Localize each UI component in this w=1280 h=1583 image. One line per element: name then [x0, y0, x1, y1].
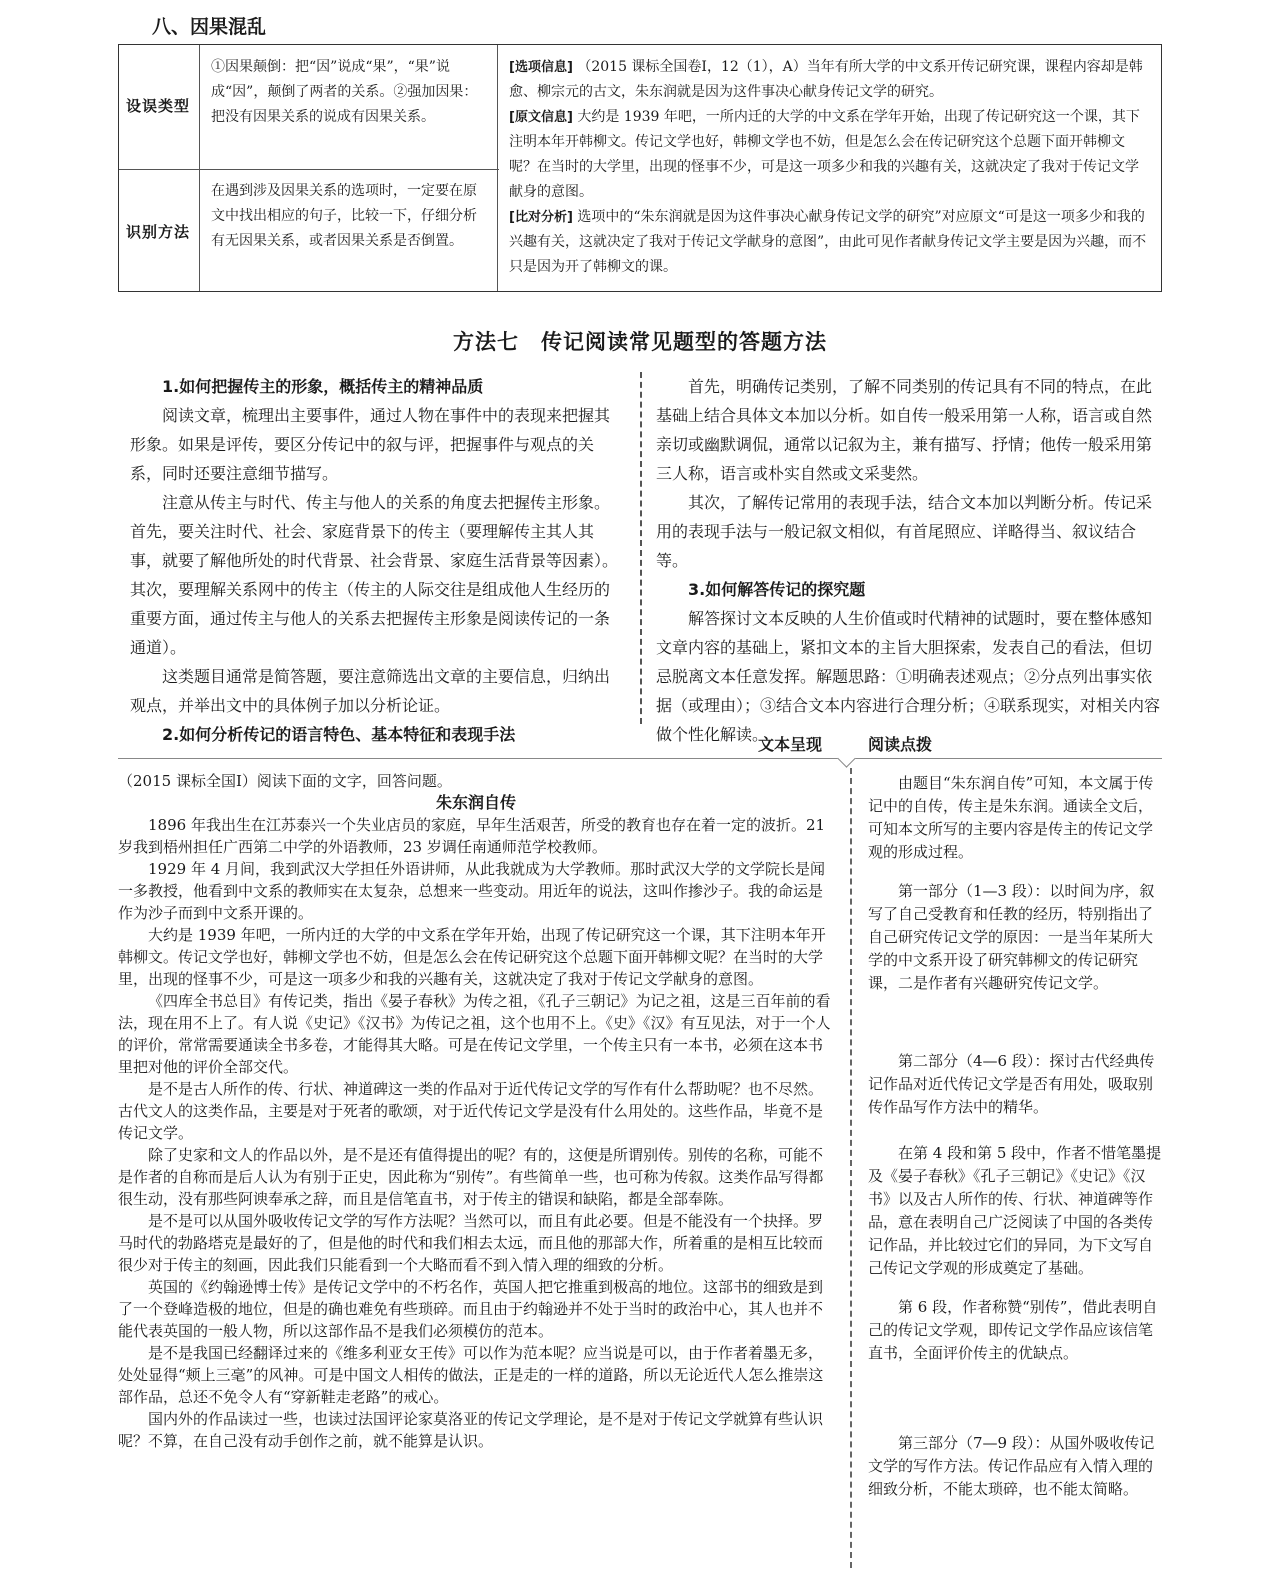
reading-paragraph: 是不是我国已经翻译过来的《维多利亚女王传》可以作为范本呢？应当说是可以，由于作者着墨无多，处处显得“颊上三毫”的风神。可是中国文人相传的做法，正是走的一样的道路，所以无论近代人怎么推崇这部作品，总还不免令人有“穿新鞋走老路”的戒心。 — [118, 1344, 824, 1406]
note-intro — [868, 772, 1162, 864]
note-part3 — [868, 1432, 1162, 1501]
reading-paragraph: 1896 年我出生在江苏泰兴一个失业店员的家庭，早年生活艰苦，所受的教育也存在着一定的波折。21 岁我到梧州担任广西第二中学的外语教师，23 岁调任南通师范学校教师。 — [118, 816, 826, 856]
reading-paragraph: 国内外的作品读过一些，也读过法国评论家莫洛亚的传记文学理论，是不是对于传记文学就算有些认识呢？不算，在自己没有动手创作之前，就不能算是认识。 — [118, 1410, 824, 1450]
method-heading-1: 1.如何把握传主的形象，概括传主的精神品质 — [162, 377, 484, 396]
table-divider — [199, 45, 200, 291]
method-paragraph: 注意从传主与时代、传主与他人的关系的角度去把握传主形象。首先，要关注时代、社会、家庭背景下的传主（要理解传主其人其事，就要了解他所处的时代背景、社会背景、家庭生活背景等因素）。其次，要理解关系网中的传主（传主的人际交往是组成他人生经历的重要方面，通过传主与他人的关系去把握传主形象是阅读传记的一条通道）。 — [130, 493, 619, 657]
note-paragraph6 — [868, 1296, 1162, 1365]
method-title: 方法七 传记阅读常见题型的答题方法 — [453, 330, 827, 354]
method-heading-2: 2.如何分析传记的语言特色、基本特征和表现手法 — [162, 725, 516, 744]
original-text: 大约是 1939 年吧，一所内迁的大学的中文系在学年开始，出现了传记研究这一个课，其下注明本年开韩柳文。传记文学也好，韩柳文学也不妨，但是怎么会在传记研究这个总题下面开韩柳文呢？在当时的大学里，出现的怪事不少，可是这一项多少和我的兴趣有关，这就决定了我对于传记文学献身的意图。 — [509, 109, 1140, 200]
original-tag: [原文信息] — [509, 110, 573, 125]
note-text: 在第 4 段和第 5 段中，作者不惜笔墨提及《晏子春秋》《孔子三朝记》《史记》《汉书》以及古人所作的传、行状、神道碑等作品，意在表明自己广泛阅读了中国的各类传记作品，并比较过它们的异同，为下文写自己传记文学观的形成奠定了基础。 — [868, 1144, 1162, 1277]
error-type-table — [118, 44, 1162, 292]
compare-info — [509, 205, 1151, 280]
reading-paragraph: 除了史家和文人的作品以外，是不是还有值得提出的呢？有的，这便是所谓别传。别传的名称，可能不是作者的自称而是后人认为有别于正史，因此称为“别传”。有些简单一些，也可称为传叙。这类作品写得都很生动，没有那些阿谀奉承之辞，而且是信笔直书，对于传主的错误和缺陷，都是全部奉陈。 — [118, 1146, 824, 1208]
note-text: 第 6 段，作者称赞“别传”，借此表明自己的传记文学观，即传记文学作品应该信笔直书，全面评价传主的优缺点。 — [868, 1298, 1158, 1362]
compare-text: 选项中的“朱东润就是因为这件事决心献身传记文学的研究”对应原文“可是这一项多少和我的兴趣有关，这就决定了我对于传记文学献身的意图”，由此可见作者献身传记文学主要是因为兴趣，而不只是因为开了韩柳文的课。 — [509, 209, 1147, 275]
section-title: 八、因果混乱 — [152, 16, 267, 38]
label-reading-guide: 阅读点拨 — [868, 735, 933, 754]
reading-paragraph: 《四库全书总目》有传记类，指出《晏子春秋》为传之祖，《孔子三朝记》为记之祖，这是三百年前的看法，现在用不上了。有人说《史记》《汉书》为传记之祖，这个也用不上。《史》《汉》有互见法，对于一个人的评价，常常需要通读全书多卷，才能得其大略。可是在传记文学里，一个传主只有一本书，必须在这本书里把对他的评价全部交代。 — [118, 992, 831, 1076]
divider-notch — [837, 749, 855, 767]
option-tag: [选项信息] — [509, 60, 573, 75]
row-text-identify-method: 在遇到涉及因果关系的选项时，一定要在原文中找出相应的句子，比较一下，仔细分析有无因果关系，或者因果关系是否倒置。 — [211, 183, 477, 249]
reading-paragraph: 是不是可以从国外吸收传记文学的写作方法呢？当然可以，而且有此必要。但是不能没有一个抉择。罗马时代的勃路塔克是最好的了，但是他的时代和我们相去太远，而且他的那部大作，所着重的是相互比较而很少对于传主的刻画，因此我们只能看到一个大略而看不到入情入理的细致的分析。 — [118, 1212, 824, 1274]
method-paragraph: 首先，明确传记类别，了解不同类别的传记具有不同的特点，在此基础上结合具体文本加以分析。如自传一般采用第一人称，语言或自然亲切或幽默调侃，通常以记叙为主，兼有描写、抒情；他传一般采用第三人称，语言或朴实自然或文采斐然。 — [656, 377, 1153, 483]
reading-paragraph: 大约是 1939 年吧，一所内迁的大学的中文系在学年开始，出现了传记研究这一个课，其下注明本年开韩柳文。传记文学也好，韩柳文学也不妨，但是怎么会在传记研究这个总题下面开韩柳文呢？在当时的大学里，出现的怪事不少，可是这一项多少和我的兴趣有关，这就决定了我对于传记文学献身的意图。 — [118, 926, 826, 988]
note-part1 — [868, 880, 1162, 995]
column-separator — [640, 372, 642, 724]
example-block — [509, 55, 1151, 280]
reading-paragraph: 1929 年 4 月间，我到武汉大学担任外语讲师，从此我就成为大学教师。那时武汉大学的文学院长是闻一多教授，他看到中文系的教师实在太复杂，总想来一些变动。用近年的说法，这叫作掺沙子。我的命运是作为沙子而到中文系开课的。 — [118, 860, 826, 922]
method-paragraph: 解答探讨文本反映的人生价值或时代精神的试题时，要在整体感知文章内容的基础上，紧扣文本的主旨大胆探索，发表自己的看法，但切忌脱离文本任意发挥。解题思路：①明确表述观点；②分点列出事实依据（或理由）；③结合文本内容进行合理分析；④联系现实，对相关内容做个性化解读。 — [656, 609, 1161, 744]
table-divider — [119, 169, 499, 170]
note-part2 — [868, 1050, 1162, 1119]
note-text: 第一部分（1—3 段）：以时间为序，叙写了自己受教育和任教的经历，特别指出了自己研究传记文学的原因：一是当年某所大学的中文系开设了研究韩柳文的传记研究课，二是作者有兴趣研究传记文学。 — [868, 882, 1155, 992]
row-label-error-type: 设误类型 — [126, 97, 191, 115]
reading-paragraph: 是不是古人所作的传、行状、神道碑这一类的作品对于近代传记文学的写作有什么帮助呢？也不尽然。古代文人的这类作品，主要是对于死者的歌颂，对于近代传记文学是没有什么用处的。这些作品，毕竟不是传记文学。 — [118, 1080, 824, 1142]
method-heading-3: 3.如何解答传记的探究题 — [688, 580, 866, 599]
label-text-presentation: 文本呈现 — [758, 735, 823, 754]
row-text-error-type: ①因果颠倒：把“因”说成“果”，“果”说成“因”，颠倒了两者的关系。②强加因果：把没有因果关系的说成有因果关系。 — [211, 59, 478, 125]
method-paragraph: 这类题目通常是简答题，要注意筛选出文章的主要信息，归纳出观点，并举出文中的具体例子加以分析论证。 — [130, 667, 611, 715]
reading-passage — [118, 770, 834, 1452]
method-left-column — [130, 372, 624, 749]
original-info — [509, 105, 1151, 205]
note-text: 第二部分（4—6 段）：探讨古代经典传记作品对近代传记文学是否有用处，吸取别传作品写作方法中的精华。 — [868, 1052, 1155, 1116]
section-divider — [118, 758, 1162, 759]
reading-column-separator — [850, 768, 852, 1568]
compare-tag: [比对分析] — [509, 210, 573, 225]
method-right-column — [656, 372, 1164, 749]
reading-paragraph: 英国的《约翰逊博士传》是传记文学中的不朽名作，英国人把它推重到极高的地位。这部书的细致是到了一个登峰造极的地位，但是的确也难免有些琐碎。而且由于约翰逊并不处于当时的政治中心，其人也并不能代表英国的一般人物，所以这部作品不是我们必须模仿的范本。 — [118, 1278, 824, 1340]
row-label-identify-method: 识别方法 — [126, 223, 191, 241]
option-text: （2015 课标全国卷Ⅰ，12（1），A）当年有所大学的中文系开传记研究课，课程内容却是韩愈、柳宗元的古文，朱东润就是因为这件事决心献身传记文学的研究。 — [509, 59, 1143, 100]
option-info — [509, 55, 1151, 105]
table-divider — [497, 45, 498, 291]
note-text: 第三部分（7—9 段）：从国外吸收传记文学的写作方法。传记作品应有入情入理的细致分析，不能太琐碎，也不能太简略。 — [868, 1434, 1155, 1498]
note-part2-detail — [868, 1142, 1162, 1280]
note-text: 由题目“朱东润自传”可知，本文属于传记中的自传，传主是朱东润。通读全文后，可知本文所写的主要内容是传主的传记文学观的形成过程。 — [868, 774, 1154, 861]
method-paragraph: 其次，了解传记常用的表现手法，结合文本加以判断分析。传记采用的表现手法与一般记叙文相似，有首尾照应、详略得当、叙议结合等。 — [656, 493, 1153, 570]
reading-source: （2015 课标全国Ⅰ）阅读下面的文字，回答问题。 — [118, 772, 452, 790]
reading-title: 朱东润自传 — [435, 793, 516, 812]
method-paragraph: 阅读文章，梳理出主要事件，通过人物在事件中的表现来把握其形象。如果是评传，要区分传记中的叙与评，把握事件与观点的关系，同时还要注意细节描写。 — [130, 406, 611, 483]
